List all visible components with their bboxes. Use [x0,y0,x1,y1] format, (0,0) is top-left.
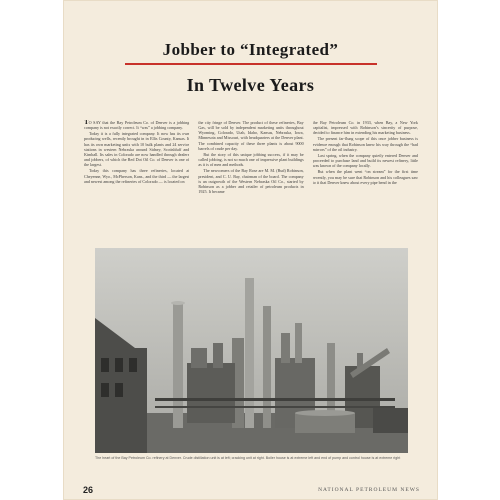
paragraph-text: O SAY that the Bay Petroleum Co. of Denver is a jobbing company is not exactly correct. It “was” a jobbing company. [84,120,190,131]
paragraph: the Bay Petroleum Co. in 1933, when Bay, a New York capitalist, impressed with Robinson’s sincerity of purpose, decided to finance him in extending his marketing business. [312,120,418,136]
article-title-line-1: Jobber to “Integrated” [162,40,339,59]
paragraph: The present far-flung scope of this once jobber business is evidence enough that Robinson knew his way through the “bad mirrors” of the oil industry. [312,136,418,152]
article-column-1 [84,120,189,240]
photo-caption: The heart of the Bay Petroleum Co. refinery at Denver. Crude distillation unit is at left; cracking unit at right. Boiler house is at extreme left and end of pump and control house is at extreme right [95,456,401,460]
paragraph [84,120,189,130]
article-title-line-2: In Twelve Years [186,75,315,95]
drop-cap: T [84,120,89,126]
page-number: 26 [83,485,94,495]
paragraph: But the story of this unique jobbing success, if it may be called jobbing, is not so much one of impressive plant buildings as it is of men and methods. [198,151,304,168]
title-divider-rule [125,63,377,65]
paragraph: But when the plant went “on stream” for the first time recently, you may be sure that Robinson and his colleagues saw to it that Denver knew about every pipe bend in the [312,169,418,185]
paragraph: Last spring, when the company quietly entered Denver and proceeded to purchase land and build its newest refinery, little was known of the company locally. [312,152,418,169]
paragraph: The newcomers of the Bay Rose are M. M. (Bud) Robinson, president, and C. U. Bay, chairman of the board. The company is an outgrowth of the Western Nebraska Oil Co., started by Robinson as a jobber and retailer of petroleum products in 1925. It became [198,168,304,195]
refinery-illustration [95,248,408,453]
publication-name: NATIONAL PETROLEUM NEWS [318,487,420,493]
article-column-2 [198,120,303,240]
article-body [84,120,418,240]
magazine-page [63,0,438,500]
paragraph: Today it is a fully integrated company. It now has its own producing wells, recently brought in in Ellis County, Kansas. It has its own marketing units with 10 bulk plants and 24 service stations in western Nebraska around Sidney, Scottsbluff and Kimball. Its sales in Colorado are now handled through dealers and jobbers, of which the Red Dot Oil Co. of Denver is one of the largest. [84,131,190,168]
paragraph: Today this company has three refineries, located at Cheyenne, Wyo., McPherson, Kans., and the third — the largest and newest among the refineries of Colorado — is located on [84,168,190,184]
refinery-photo [95,248,408,453]
paragraph: the city fringe of Denver. The product of these refineries, Bay Gas, will be sold by independent marketing units throughout Wyoming, Colorado, Utah, Idaho, Kansas, Nebraska, Iowa, Minnesota and Missouri, with headquarters at the Denver plant. The combined capacity of these three plants is about 9000 barrels of crude per day. [198,120,304,151]
article-column-3 [313,120,418,240]
